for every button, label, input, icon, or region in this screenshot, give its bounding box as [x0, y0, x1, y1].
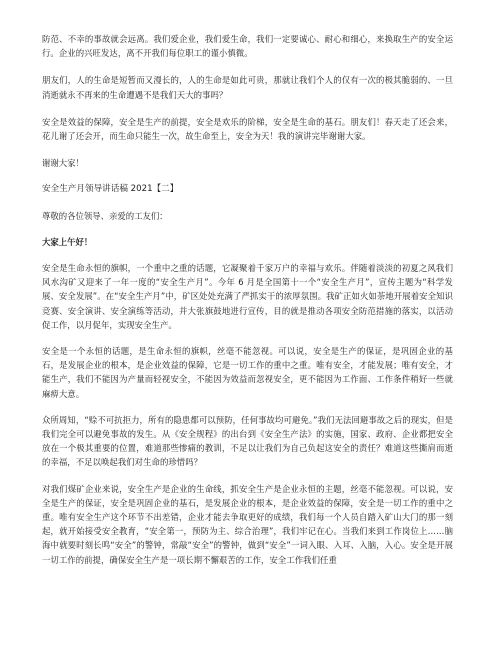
body-paragraph: 安全是生命永恒的旗帜，一个重中之重的话题，它凝聚着千家万户的幸福与欢乐。伴随着淡淡的初夏之风我们风水沟矿又迎来了一年一度的“安全生产月”。今年 6 月是全国第十一个“安全生产月”，宣传主题为“科学发展、安全发展”。在“安全生产月”中，矿区处处充满了严抓实干的浓厚氛围。我矿正如火如荼地开展着安全知识竞赛、安全演讲、安全演练等活动，并大张旗鼓地进行宣传，目的就是推动各项安全防范措施的落实，以活动促工作，以月促年，实现安全生产。: [42, 263, 453, 330]
body-paragraph: 众所周知，“赊不可抗拒力，所有的隐患都可以预防，任何事故均可避免。”我们无法回避事故之后的现实，但是我们完全可以避免事故的发生。从《安全规程》的出台到《安全生产法》的实施，国家、政府、企业都把安全放在一个极其重要的位置，难道那些惨痛的教训，不足以让我们为自己负起这安全的责任？难道这些撕肩而逝的幸福，不足以唤起我们对生命的珍惜吗？: [42, 414, 453, 468]
body-paragraph: 对我们煤矿企业来说，安全生产是企业的生命线，抓安全生产是企业永恒的主题，丝毫不能忽视。可以说，安全是生产的保证，安全是巩固企业的基石，是发展企业的根本，是企业效益的保障，安全是一切工作的重中之重。唯有安全生产这个环节不出差错，企业才能去争取更好的成绩，我们每一个人员自踏入矿山大门的那一刻起，就开始接受安全教育，“安全第一，预防为主、综合治理”，我们牢记在心。当我们来到工作岗位上……脑海中就要时刻长鸣“安全”的警钟，常敲“安全”的警钟，做到“安全”一词入眼、入耳、入脑，入心。安全是开展一切工作的前提，确保安全生产是一项长期不懈艰苦的工作，安全工作我们任重: [42, 483, 453, 565]
second-speech-title: 安全生产月领导讲话稿 2021【二】: [42, 184, 179, 195]
thanks-line: 谢谢大家！: [42, 158, 84, 169]
intro-paragraph: 防范、不幸的事故就会远离。我们爱企业，我们爱生命，我们一定要诚心、耐心和细心，来换取生产的安全运行。企业的兴旺发达，离不开我们每位职工的谨小慎微。: [42, 34, 453, 59]
body-paragraph: 安全是一个永恒的话题，是生命永恒的旗帜，丝毫不能忽视。可以说，安全是生产的保证，是巩固企业的基石，是发展企业的根本，是企业效益的保障，它是一切工作的重中之重。唯有安全，才能发展；唯有安全，才能生产，我们不能因为产量而轻视安全，不能因为效益而忽视安全，更不能因为工作面、工作条件稍好一些就麻痹大意。: [42, 346, 453, 399]
closing-paragraph: 安全是效益的保障，安全是生产的前提，安全是欢乐的阶梯，安全是生命的基石。朋友们！春天走了还会来，花儿谢了还会开，而生命只能生一次，故生命至上，安全为天！我的演讲完毕谢谢大家。: [42, 116, 453, 142]
salutation: 尊敬的各位领导、亲爱的工友们：: [42, 210, 168, 221]
friends-paragraph: 朋友们，人的生命是短暂而又漫长的，人的生命是如此可贵，那就让我们个人的仅有一次的极其脆弱的、一旦消逝就永不再来的生命遭遇不是我们天大的事吗？: [42, 75, 453, 100]
greeting: 大家上午好！: [42, 236, 93, 247]
